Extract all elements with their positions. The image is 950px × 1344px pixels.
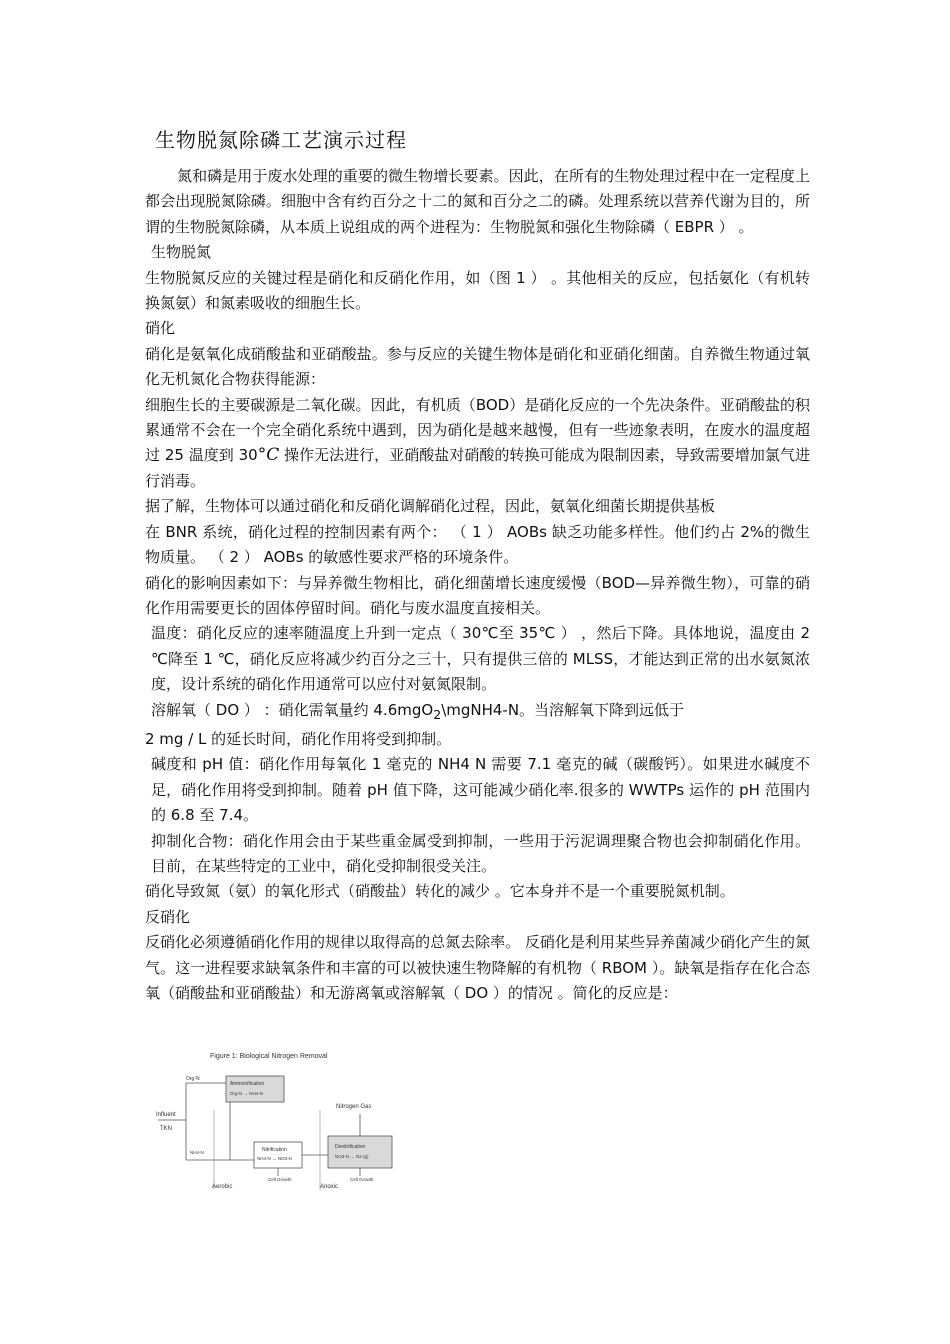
nitrification-eq: NH4-N → NO3-N <box>257 1156 292 1161</box>
page-title: 生物脱氮除磷工艺演示过程 <box>155 128 407 152</box>
label-influent: Influent <box>156 1112 176 1118</box>
denitrification-eq: NO3-N → N2 (g) <box>335 1154 369 1159</box>
nitrification-box <box>254 1142 302 1168</box>
paragraph-nitrification-summary: 硝化导致氮（氨）的氧化形式（硝酸盐）转化的减少 。它本身并不是一个重要脱氮机制。 <box>145 882 735 901</box>
denitrification-title: Denitrification <box>335 1144 366 1150</box>
label-cell-growth-1: Cell Growth <box>268 1177 292 1182</box>
paragraph-inhibition: 抑制化合物：硝化作用会由于某些重金属受到抑制，一些用于污泥调理聚合物也会抑制硝化作用。目前，在某些特定的工业中，硝化受抑制很受关注。 <box>151 831 810 875</box>
paragraph-alkalinity: 碱度和 pH 值：硝化作用每氧化 1 毫克的 NH4 N 需要 7.1 毫克的碱（碳酸钙）。如果进水碱度不足，硝化作用将受到抑制。随着 pH 值下降，这可能减少硝化率.很多的 WWTPs 运作的 pH 范围内的 6.8 至 7.4。 <box>151 755 810 825</box>
nitrogen-removal-figure <box>150 1050 410 1190</box>
heading-bio-denitrification: 生物脱氮 <box>151 243 212 262</box>
paragraph-influence: 硝化的影响因素如下：与异养微生物相比，硝化细菌增长速度缓慢（BOD—异养微生物），可靠的硝化作用需要更长的固体停留时间。硝化与废水温度直接相关。 <box>145 573 810 617</box>
paragraph-intro: 氮和磷是用于废水处理的重要的微生物增长要素。因此，在所有的生物处理过程中在一定程度上都会出现脱氮除磷。细胞中含有约百分之十二的氮和百分之二的磷。处理系统以营养代谢为目的，所谓的生物脱氮除磷，从本质上说组成的两个进程为：生物脱氮和强化生物除磷（ EBPR ） 。 <box>145 167 810 236</box>
paragraph-dissolved-oxygen: 溶解氧（ DO ） ：硝化需氧量约 4.6mgO$_2$\mgNH4-N。当溶解氧下降到远低于 <box>151 700 685 722</box>
label-nitrogen-gas: Nitrogen Gas <box>336 1104 372 1110</box>
paragraph-temperature: 温度：硝化反应的速率随温度上升到一定点（ 30℃至 35℃ ） ，然后下降。具体地说，温度由 2 ℃降至 1 ℃，硝化反应将减少约百分之三十，只有提供三倍的 MLSS，才能达到正常的出水氨氮浓度，设计系统的硝化作用通常可以应付对氨氮限制。 <box>151 624 810 694</box>
label-aerobic: Aerobic <box>212 1184 233 1190</box>
figure-title: Figure 1: Biological Nitrogen Removal <box>210 1053 328 1060</box>
paragraph-bnr-factors: 在 BNR 系统，硝化过程的控制因素有两个： （ 1 ） AOBs 缺乏功能多样性。他们约占 2%的微生物质量。 （ 2 ） AOBs 的敏感性要求严格的环境条件。 <box>145 522 810 567</box>
ammonification-box <box>226 1076 284 1102</box>
paragraph-do-limit: 2 mg / L 的延长时间，硝化作用将受到抑制。 <box>145 729 452 748</box>
label-anoxic: Anoxic <box>320 1184 339 1190</box>
paragraph-substrate: 据了解，生物体可以通过硝化和反硝化调解硝化过程，因此，氨氧化细菌长期提供基板 <box>145 497 716 516</box>
label-tkn: TKN <box>160 1126 172 1132</box>
ammonification-eq: Org-N → NH4-N <box>230 1091 264 1096</box>
ammonification-title: Ammonification <box>230 1081 265 1087</box>
label-cell-growth-2: Cell Growth <box>350 1177 374 1182</box>
nitrification-title: Nitrification <box>262 1147 287 1153</box>
label-orgn: Org-N <box>186 1076 200 1082</box>
document-body <box>145 164 810 1006</box>
paragraph-carbon-source: 细胞生长的主要碳源是二氧化碳。因此，有机质（BOD）是硝化反应的一个先决条件。亚硝酸盐的积累通常不会在一个完全硝化系统中遇到，因为硝化是越来越慢，但有一些迹象表明，在废水的温度超过 25 温度到 30°C 操作无法进行，亚硝酸盐对硝酸的转换可能成为限制因素，导致需要增加氯气进行消毒。 <box>145 395 810 490</box>
label-nh4: NH4-N <box>190 1150 204 1155</box>
heading-denitrification: 反硝化 <box>145 907 191 926</box>
paragraph-nitrification-def: 硝化是氨氧化成硝酸盐和亚硝酸盐。参与反应的关键生物体是硝化和亚硝化细菌。自养微生物通过氧化无机氮化合物获得能源： <box>145 344 810 389</box>
paragraph-bio-overview: 生物脱氮反应的关键过程是硝化和反硝化作用，如（图 1 ） 。其他相关的反应，包括氨化（有机转换氮氨）和氮素吸收的细胞生长。 <box>145 268 810 313</box>
denitrification-box <box>328 1136 392 1168</box>
heading-nitrification: 硝化 <box>145 319 176 338</box>
paragraph-denitrification: 反硝化必须遵循硝化作用的规律以取得高的总氮去除率。 反硝化是利用某些异养菌减少硝化产生的氮气。这一进程要求缺氧条件和丰富的可以被快速生物降解的有机物（ RBOM ）。缺氧是指存在化合态氧（硝酸盐和亚硝酸盐）和无游离氧或溶解氧（ DO ）的情况 。简化的反应是： <box>145 933 810 1002</box>
